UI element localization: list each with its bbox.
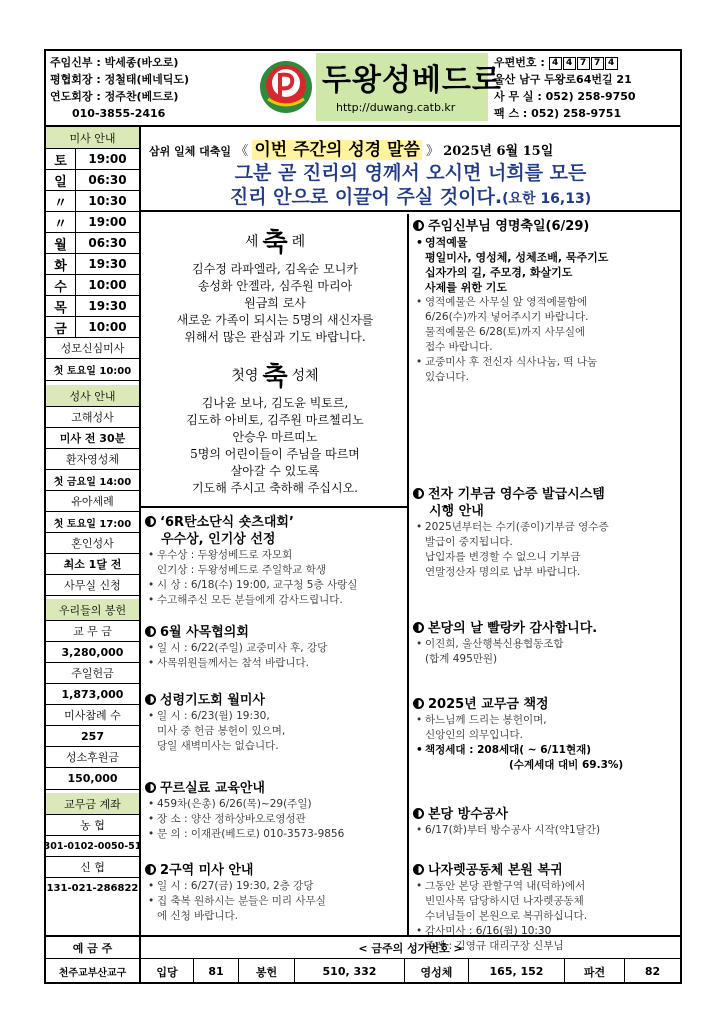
fax-label: 팩 스 : (494, 107, 528, 120)
mass-row (46, 275, 139, 296)
bulletin-page (44, 49, 682, 984)
mass-day: 화 (46, 254, 76, 274)
communion-pre: 첫영 (231, 367, 259, 384)
contest-subtitle: 우수상, 인기상 선정 (161, 532, 276, 547)
communion-line: 5명의 어린이들이 주님을 따르며 (190, 447, 360, 461)
dues-plan-households: • 책정세대 : 208세대( ~ 6/11현재) (413, 743, 623, 758)
baptism-post: 례 (291, 233, 306, 250)
zip-label: 우편번호 : (494, 56, 545, 69)
office-label: 사 무 실 : (494, 90, 542, 103)
council-name: 정철태(베네딕도) (104, 73, 190, 86)
feast-sub-line: 평일미사, 영성체, 성체조배, 묵주기도 (425, 251, 609, 264)
thanks-title: 본당의 날 빨랑카 감사합니다. (428, 621, 598, 636)
feast-line: 물적예물은 6/28(토)까지 사무실에 (425, 326, 586, 338)
office-phone: 052) 258-9750 (545, 90, 636, 103)
priest-name: 박세종(바오로) (104, 56, 179, 69)
feast-line: • 영적예물은 사무실 앞 영적예물함에 (413, 295, 608, 310)
baptism-line: 새로운 가족이 되시는 5명의 새신자를 (176, 313, 374, 327)
deposit-owner: 천주교부산교구 (46, 959, 141, 984)
thanks-line: (합계 495만원) (425, 653, 498, 665)
mass-time: 06:30 (88, 236, 127, 250)
address: 울산 남구 두왕로64번길 21 (494, 73, 632, 86)
contest-line: • 시 상 : 6/18(수) 19:00, 교구청 5층 사랑실 (145, 578, 357, 593)
mass-row (46, 170, 139, 191)
sunday-offering-label: 주일헌금 (46, 663, 139, 684)
feast-line: 6/26(수)까지 넣어주시기 바랍니다. (425, 311, 589, 323)
holyspirit-line: 당일 새벽미사는 없습니다. (157, 740, 279, 752)
baptism-heading (141, 222, 409, 259)
communion-line: 살아갈 수 있도록 (230, 464, 320, 478)
verse-headline: 이번 주간의 성경 말씀 (254, 140, 420, 160)
communion-post: 성체 (291, 367, 319, 384)
mass-day: 목 (46, 296, 76, 316)
verse-line: 그분 곧 진리의 영께서 오시면 너희를 모든 (234, 162, 587, 184)
receipt-line: 발급이 중지됩니다. (425, 536, 513, 548)
communion-line: 기도해 주시고 축하해 주십시오. (192, 481, 358, 495)
dues-plan-ratio: (수계세대 대비 69.3%) (509, 759, 624, 771)
wedding-label: 혼인성사 (46, 533, 139, 554)
footer-row-bottom (46, 959, 680, 984)
celebration-box (141, 216, 409, 508)
bank1-label: 농 협 (46, 815, 139, 836)
dues-plan-title: 2025년 교무금 책정 (428, 697, 549, 712)
elder-name: 정주찬(베드로) (104, 90, 179, 103)
nazareth-title: 나자렛공동체 본원 복귀 (428, 863, 563, 878)
mass-row (46, 149, 139, 170)
nazareth-line: 수녀님들이 본원으로 복귀하십니다. (425, 910, 588, 922)
priest-label: 주임신부 (50, 56, 93, 69)
feast-sub-line: 사제를 위한 기도 (425, 281, 508, 294)
infant-baptism-time: 첫 토요일 17:00 (46, 512, 139, 533)
baptism-line: 김수정 라파엘라, 김옥순 모니카 (192, 262, 358, 276)
feast-section (413, 218, 608, 385)
banner-top (149, 135, 553, 160)
cursillo-title: 꾸르실료 교육안내 (160, 781, 265, 796)
mass-time: 19:30 (88, 299, 127, 313)
section-bullet-icon (413, 488, 424, 499)
right-column (409, 214, 680, 952)
nazareth-line: 빈민사목 담당하시던 나자렛공동체 (425, 895, 584, 907)
zip-digit: 4 (605, 57, 618, 70)
district-line: • 일 시 : 6/27(금) 19:30, 2층 강당 (145, 879, 326, 894)
zip-digit: 4 (549, 57, 562, 70)
bank2-account: 131-021-286822 (46, 883, 139, 894)
mass-schedule-title: 미사 안내 (46, 127, 139, 149)
elder-label: 연도회장 (50, 90, 93, 103)
feast-name: 삼위 일체 대축일 (149, 145, 232, 158)
nazareth-line: • 그동안 본당 관할구역 내(덕하)에서 (413, 879, 587, 894)
feast-line: 접수 바랍니다. (425, 341, 493, 353)
zip-digit: 7 (577, 57, 590, 70)
mass-day: 수 (46, 275, 76, 295)
council-line: • 사목위원들께서는 참석 바랍니다. (145, 656, 327, 671)
mass-row (46, 212, 139, 233)
thanks-line: • 이진희, 울산행복신용협동조합 (413, 637, 597, 652)
mass-row (46, 233, 139, 254)
sacrament-title: 성사 안내 (46, 385, 139, 407)
district-section (145, 862, 326, 924)
thanks-section (413, 620, 597, 667)
mass-time: 10:30 (88, 194, 127, 208)
cursillo-section (145, 780, 344, 842)
open-bracket: 《 (235, 144, 249, 159)
contest-title: ‘6R탄소단식 숏츠대회’ (160, 515, 294, 530)
parish-title: 두왕성베드로 (322, 63, 502, 98)
council-title: 6월 사목협의회 (160, 625, 249, 640)
account-title: 교무금 계좌 (46, 793, 139, 815)
feast-sub-line: 십자가의 길, 주모경, 화살기도 (425, 266, 573, 279)
wedding-time: 최소 1달 전 (46, 554, 139, 575)
mass-row (46, 317, 139, 338)
mass-time: 19:00 (88, 152, 127, 166)
verse-text (141, 161, 680, 211)
section-bullet-icon (413, 808, 424, 819)
vocation-fund-amount: 150,000 (46, 768, 139, 790)
nazareth-line: • 감사미사 : 6/16(월) 10:30 (413, 924, 587, 939)
dismissal-hymn: 82 (644, 965, 661, 978)
header-contact (494, 54, 680, 122)
sick-communion-time: 첫 금요일 14:00 (46, 470, 139, 491)
mass-day: 월 (46, 233, 76, 253)
bank1-account: 301-0102-0050-51 (46, 836, 139, 857)
entrance-hymn: 81 (194, 959, 239, 984)
communion-line: 안승우 마르띠노 (232, 430, 318, 444)
dues-plan-section (413, 696, 623, 773)
feast-line: 있습니다. (425, 371, 469, 383)
communion-heading (141, 356, 409, 393)
section-bullet-icon (145, 782, 156, 793)
receipt-line: 납입자를 변경할 수 없으니 기부금 (425, 551, 581, 563)
section-bullet-icon (413, 220, 424, 231)
offering-title: 우리들의 봉헌 (46, 599, 139, 621)
office-apply: 사무실 신청 (46, 575, 139, 596)
cursillo-line: • 459차(은총) 6/26(목)~29(주일) (145, 797, 344, 812)
vocation-fund-label: 성소후원금 (46, 747, 139, 768)
header (46, 51, 680, 127)
baptism-pre: 세 (244, 233, 259, 250)
district-line: 에 신청 바랍니다. (157, 910, 239, 922)
elder-phone: 010-3855-2416 (72, 107, 166, 120)
district-title: 2구역 미사 안내 (160, 863, 254, 878)
feast-title: 주임신부님 영명축일(6/29) (428, 219, 590, 234)
entrance-hymn-label: 입당 (141, 959, 194, 984)
close-bracket: 》 (426, 144, 440, 159)
mass-day: 〃 (46, 212, 76, 232)
mass-time: 19:30 (88, 257, 127, 271)
mass-time: 19:00 (88, 215, 127, 229)
section-bullet-icon (413, 864, 424, 875)
contest-line: • 우수상 : 두왕성베드로 자모회 (145, 548, 357, 563)
feast-line: • 교중미사 후 전신자 식사나눔, 떡 나눔 (413, 355, 608, 370)
infant-baptism-label: 유아세례 (46, 491, 139, 512)
dismissal-hymn-label: 파견 (565, 959, 625, 984)
cursillo-line: • 장 소 : 양산 정하상바오로영성관 (145, 812, 344, 827)
holyspirit-line: 미사 중 헌금 봉헌이 있으며, (157, 725, 286, 737)
contest-section (145, 514, 357, 608)
bulletin-date: 2025년 6월 15일 (443, 144, 554, 159)
dues-label: 교 무 금 (46, 621, 139, 642)
waterproof-section (413, 806, 600, 838)
dues-amount: 3,280,000 (46, 642, 139, 663)
mass-time: 10:00 (88, 278, 127, 292)
header-staff: 주임신부 : 박세종(바오로) 평협회장 : 정철태(베네딕도) 연도회장 : 정주찬(베드로) 010-3855-2416 (50, 54, 260, 122)
contest-line: • 수고해주신 모든 분들에게 감사드립니다. (145, 593, 357, 608)
parish-url[interactable]: http://duwang.catb.kr (336, 101, 456, 114)
district-line: • 집 축복 원하시는 분들은 미리 사무실 (145, 894, 326, 909)
nazareth-line: 주례 : 김영규 대리구장 신부님 (425, 940, 564, 952)
waterproof-title: 본당 방수공사 (428, 807, 508, 822)
mass-time: 10:00 (88, 320, 127, 334)
offertory-hymn: 510, 332 (295, 959, 405, 984)
mass-day: 토 (46, 149, 76, 169)
dues-plan-line: • 하느님께 드리는 봉헌이며, (413, 713, 623, 728)
mass-day: 〃 (46, 191, 76, 211)
section-bullet-icon (145, 516, 156, 527)
waterproof-line: • 6/17(화)부터 방수공사 시작(약1달간) (413, 823, 600, 838)
mass-day: 일 (46, 170, 76, 190)
communion-hymn-label: 영성체 (405, 959, 469, 984)
mass-time: 06:30 (88, 173, 127, 187)
baptism-line: 위해서 많은 관심과 기도 바랍니다. (184, 330, 366, 344)
section-bullet-icon (413, 698, 424, 709)
bank2-label: 신 협 (46, 857, 139, 878)
zip-digit: 7 (591, 57, 604, 70)
communion-hymn: 165, 152 (469, 959, 565, 984)
baptism-celebrate: 축 (262, 228, 288, 258)
zip-digit: 4 (563, 57, 576, 70)
receipt-title: 전자 기부금 영수증 발급시스템 (428, 487, 605, 502)
feast-sub: • 영적예물 (413, 235, 608, 250)
left-info-column (43, 127, 142, 935)
mass-row (46, 254, 139, 275)
attendance-count: 257 (46, 726, 139, 747)
baptism-body (141, 261, 409, 346)
cursillo-line: • 문 의 : 이재관(베드로) 010-3573-9856 (145, 827, 344, 842)
sunday-offering-amount: 1,873,000 (46, 684, 139, 705)
communion-body (141, 395, 409, 497)
middle-column (141, 214, 409, 935)
contest-line: 인기상 : 두왕성베드로 주일학교 학생 (157, 564, 327, 576)
baptism-line: 송성화 안젤라, 심주원 마리아 (197, 279, 353, 293)
dues-plan-line: 신앙인의 의무입니다. (425, 729, 523, 741)
receipt-subtitle: 시행 안내 (429, 504, 484, 519)
communion-line: 김도하 아비토, 김주원 마르첼리노 (186, 413, 364, 427)
hymn-title: < 금주의 성가번호 > (358, 941, 463, 955)
verse-line: 진리 안으로 이끌어 주실 것이다. (229, 186, 503, 208)
weekly-verse-banner (141, 127, 680, 212)
offertory-hymn-label: 봉헌 (239, 959, 295, 984)
confession-time: 미사 전 30분 (46, 428, 139, 449)
parish-logo-icon (258, 59, 314, 115)
holyspirit-section (145, 692, 285, 754)
title-box (316, 53, 502, 121)
sick-communion-label: 환자영성체 (46, 449, 139, 470)
fax-number: 052) 258-9751 (531, 107, 622, 120)
receipt-line: • 2025년부터는 수기(종이)기부금 영수증 (413, 520, 609, 535)
mass-row (46, 296, 139, 317)
communion-celebrate: 축 (262, 362, 288, 392)
communion-line: 김나윤 보나, 김도윤 빅토르, (201, 396, 349, 410)
receipt-section (413, 486, 609, 580)
marian-mass-time: 첫 토요일 10:00 (46, 359, 139, 381)
council-line: • 일 시 : 6/22(주일) 교중미사 후, 강당 (145, 641, 327, 656)
receipt-line: 연말정산자 명의로 납부 바랍니다. (425, 566, 581, 578)
council-label: 평협회장 (50, 73, 93, 86)
baptism-line: 원금희 로사 (244, 296, 306, 310)
holyspirit-line: • 일 시 : 6/23(월) 19:30, (145, 709, 285, 724)
marian-mass-label: 성모신심미사 (46, 338, 139, 359)
section-bullet-icon (413, 622, 424, 633)
section-bullet-icon (145, 864, 156, 875)
mass-day: 금 (46, 317, 76, 337)
footer-row-top (46, 935, 680, 959)
council-section (145, 624, 327, 671)
section-bullet-icon (145, 626, 156, 637)
mass-row (46, 191, 139, 212)
holyspirit-title: 성령기도회 월미사 (160, 693, 265, 708)
verse-reference: (요한 16,13) (502, 191, 592, 207)
section-bullet-icon (145, 694, 156, 705)
attendance-label: 미사참례 수 (46, 705, 139, 726)
confession-label: 고해성사 (46, 407, 139, 428)
deposit-owner-label: 예 금 주 (46, 937, 141, 958)
